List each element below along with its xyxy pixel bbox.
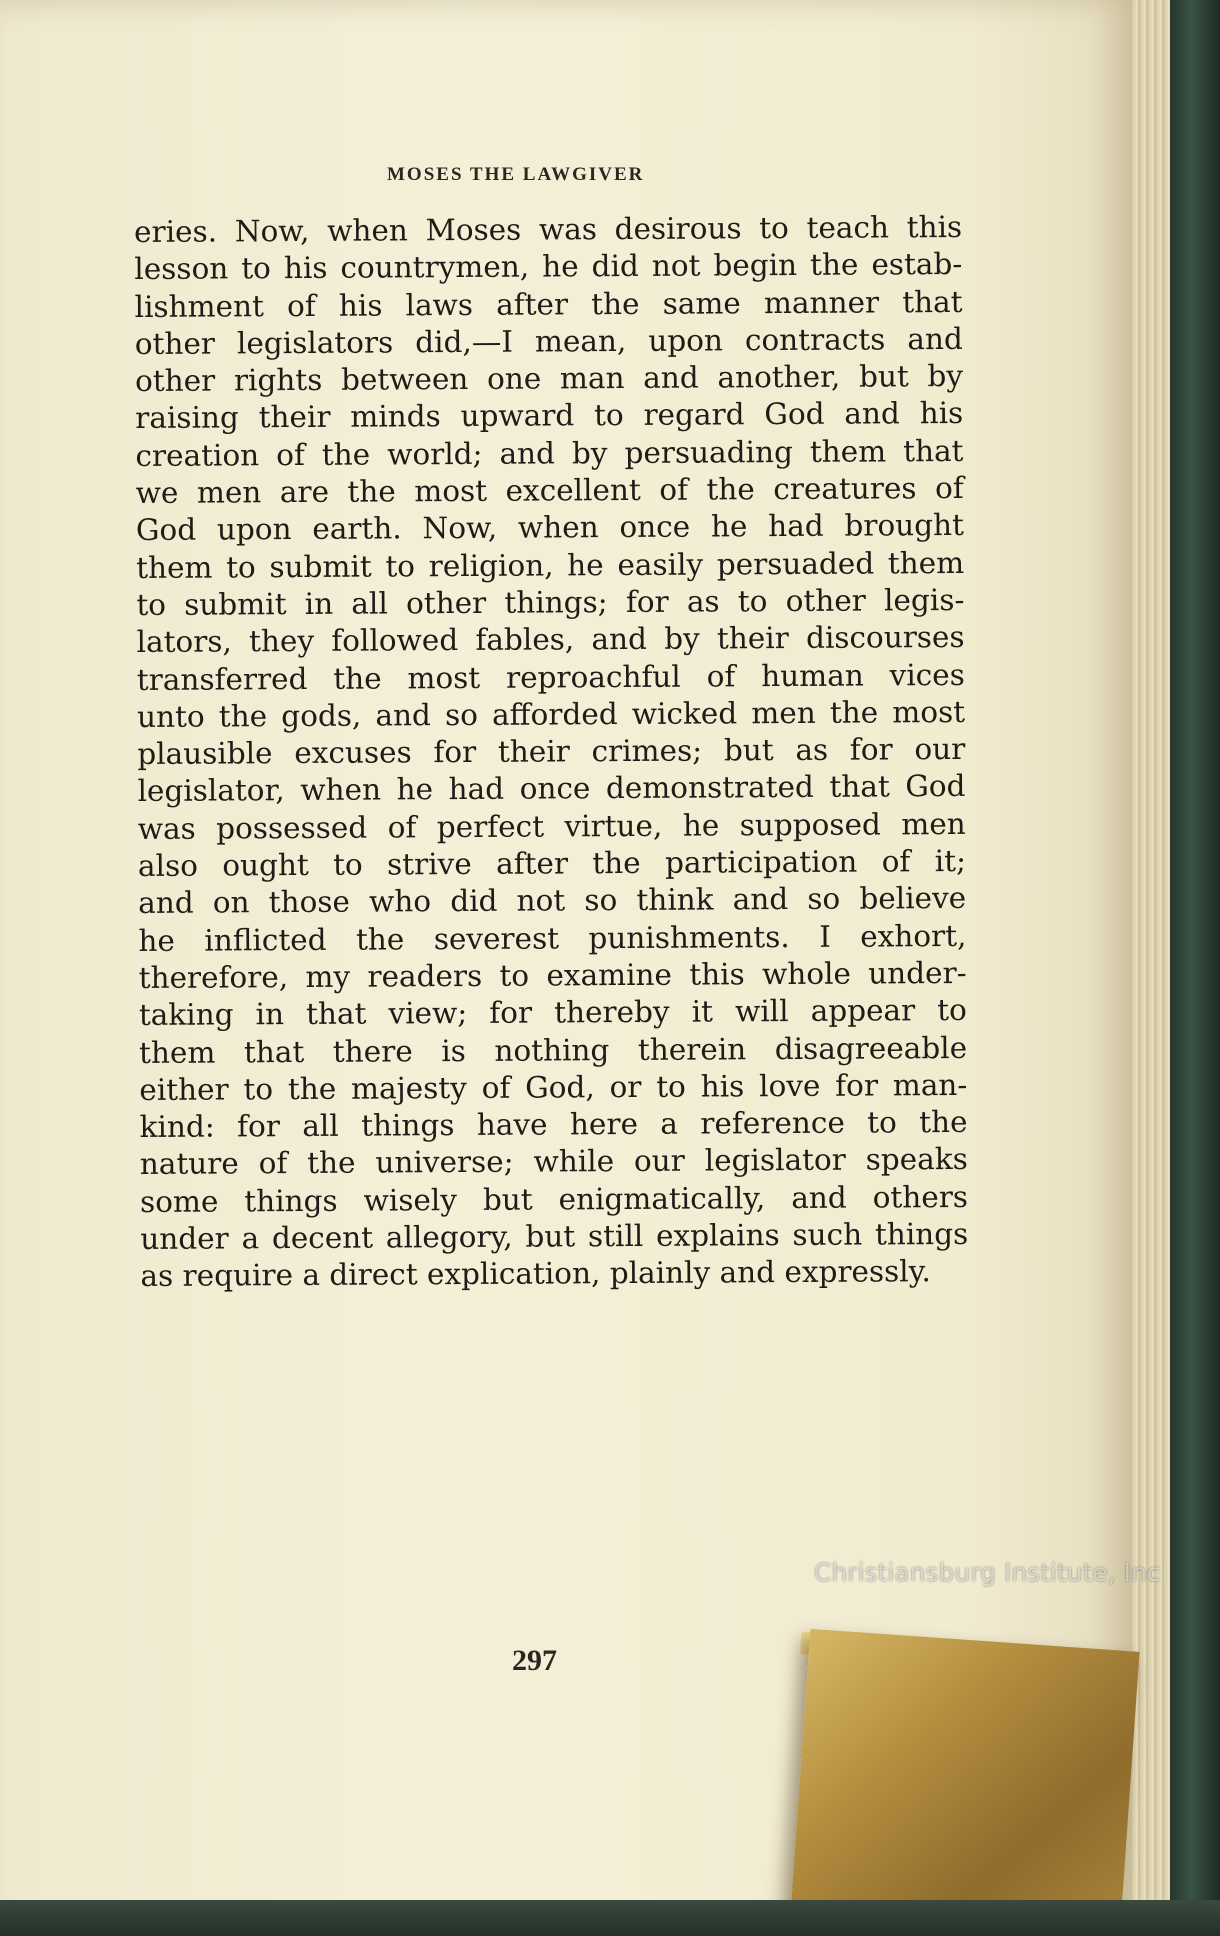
bookmark-block [790,1629,1139,1936]
text-line: he inflicted the severest punishments. I exhort, [138,918,967,958]
text-line: God upon earth. Now, when once he had brought [135,508,965,548]
text-line: legislator, when he had once demonstrated that God [137,769,966,809]
text-line: them that there is nothing therein disagreeable [139,1030,968,1070]
text-line: to submit in all other things; for as to other legis- [136,582,965,622]
text-line: lators, they followed fables, and by their discourses [136,620,965,660]
table-surface [0,1900,1220,1936]
text-line: plausible excuses for their crimes; but as for our [137,732,966,772]
text-line: eries. Now, when Moses was desirous to teach this [134,209,963,249]
body-text [134,209,969,1296]
text-line: other rights between one man and another, but by [134,359,964,399]
text-line: either to the majesty of God, or to his love for man- [139,1067,968,1107]
text-line: some things wisely but enigmatically, and others [139,1179,969,1219]
book-cover-edge [1168,0,1220,1936]
text-line: transferred the most reproachful of human vices [136,657,965,697]
text-line: we men are the most excellent of the creatures of [135,471,964,511]
text-line: as require a direct explication, plainly and expressly. [140,1254,931,1294]
text-line: also ought to strive after the participation of it; [137,843,967,884]
running-header: MOSES THE LAWGIVER [387,164,645,185]
text-line: kind: for all things have here a reference to the [139,1105,968,1145]
text-line: lesson to his countrymen, he did not begin the estab- [134,247,963,287]
text-line: them to submit to religion, he easily persuaded them [136,545,965,585]
text-line: taking in that view; for thereby it will appear to [138,993,967,1033]
text-line: therefore, my readers to examine this whole under- [138,955,967,995]
text-line: under a decent allegory, but still explains such things [140,1216,969,1256]
text-line: raising their minds upward to regard God and his [135,396,964,436]
page-number: 297 [512,1644,557,1677]
text-line: other legislators did,—I mean, upon contracts and [134,321,963,361]
text-line: unto the gods, and so afforded wicked men the most [136,694,966,734]
text-line: lishment of his laws after the same manner that [134,284,963,324]
text-line: nature of the universe; while our legislator speaks [139,1142,968,1182]
text-line: was possessed of perfect virtue, he supposed men [137,806,966,846]
watermark: Christiansburg Institute, Inc [814,1558,1161,1587]
text-line: creation of the world; and by persuading them that [135,433,964,473]
text-line: and on those who did not so think and so believe [138,881,967,921]
